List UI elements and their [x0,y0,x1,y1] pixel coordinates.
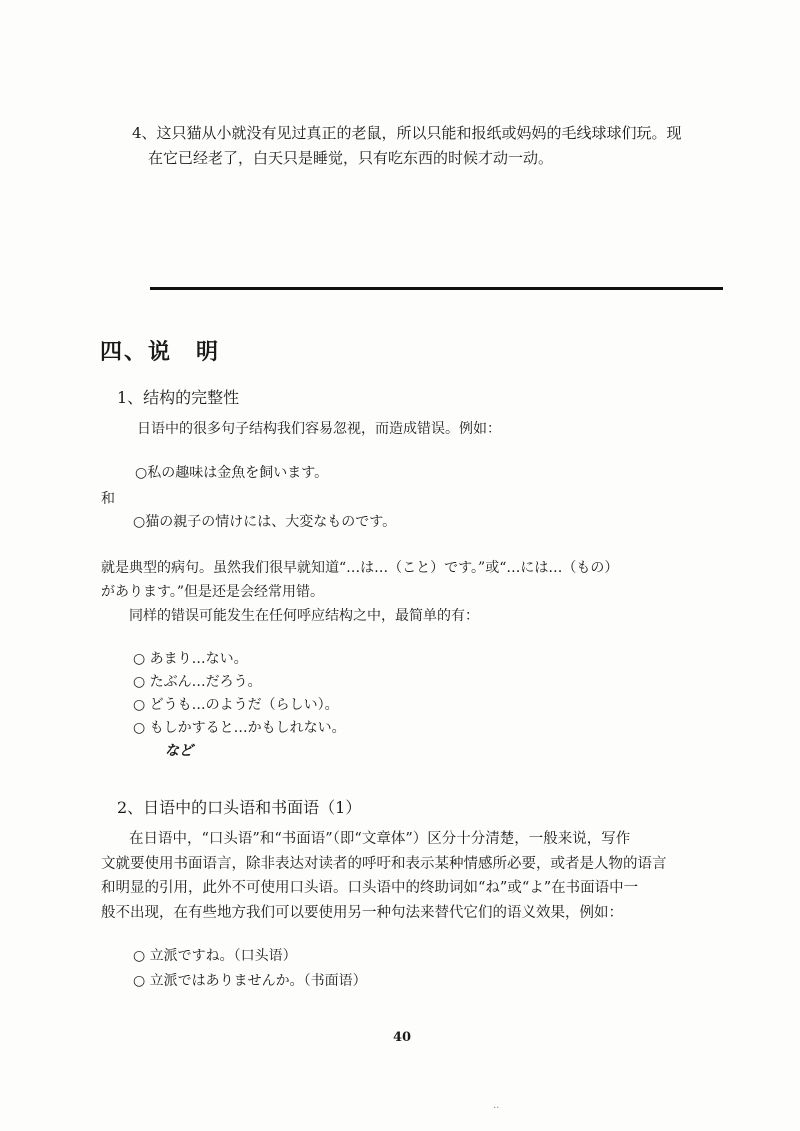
example-sentence-2: ○猫の親子の情けには、大変なものです。 [133,514,397,530]
subsection-1-intro: 日语中的很多句子结构我们容易忽视，而造成错误。例如： [137,421,501,437]
section-title: 四、说 明 [100,339,221,365]
list-item: ○ 立派ですね。（口头语） [133,948,297,964]
subsection-1-heading: 1、结构的完整性 [117,388,240,407]
list-item: ○ もしかすると…かもしれない。 [133,720,346,736]
pattern-list [133,648,346,763]
subsection-2-heading: 2、日语中的口头语和书面语（1） [117,798,362,817]
item-4-line-1: 4、这只猫从小就没有见过真正的老鼠，所以只能和报纸或妈妈的毛线球球们玩。现 [132,124,682,142]
list-item: ○ あまり…ない。 [133,651,248,667]
list-item: ○ どうも…のようだ（らしい）。 [133,697,339,713]
footer-mark: .. [493,1100,500,1111]
list-item: ○ 立派ではありませんか。（书面语） [133,973,367,989]
list-etc: など [165,743,193,759]
paragraph-line: 文就要使用书面语言，除非表达对读者的呼吁和表示某种情感所必要，或者是人物的语言 [101,855,667,872]
explanation-line-1: 就是典型的病句。虽然我们很早就知道“…は…（こと）です。”或“…には…（もの） [101,560,619,576]
item-4-paragraph [132,121,682,171]
page-number: 40 [393,1030,412,1045]
item-4-line-2: 在它已经老了，白天只是睡觉，只有吃东西的时候才动一动。 [148,149,554,167]
subsection-2-paragraph [101,827,667,925]
paragraph-line: 和明显的引用，此外不可使用口头语。口头语中的终助词如“ね”或“よ”在书面语中一 [101,880,639,896]
example-sentence-1: ○私の趣味は金魚を飼います。 [135,465,329,481]
subsection-1-explanation [101,556,618,628]
list-item: ○ たぶん…だろう。 [133,674,262,690]
paragraph-line: 般不出现，在有些地方我们可以要使用另一种句法来替代它们的语义效果，例如： [101,904,623,921]
section-divider [150,287,723,290]
explanation-line-3: 同样的错误可能发生在任何呼应结构之中，最简单的有： [129,608,479,624]
conjunction-and: 和 [101,491,115,507]
explanation-line-2: があります。”但是还是会经常用错。 [101,584,325,600]
paragraph-line: 在日语中，“口头语”和“书面语”（即“文章体”）区分十分清楚，一般来说，写作 [129,831,631,847]
register-example-list [133,944,367,994]
